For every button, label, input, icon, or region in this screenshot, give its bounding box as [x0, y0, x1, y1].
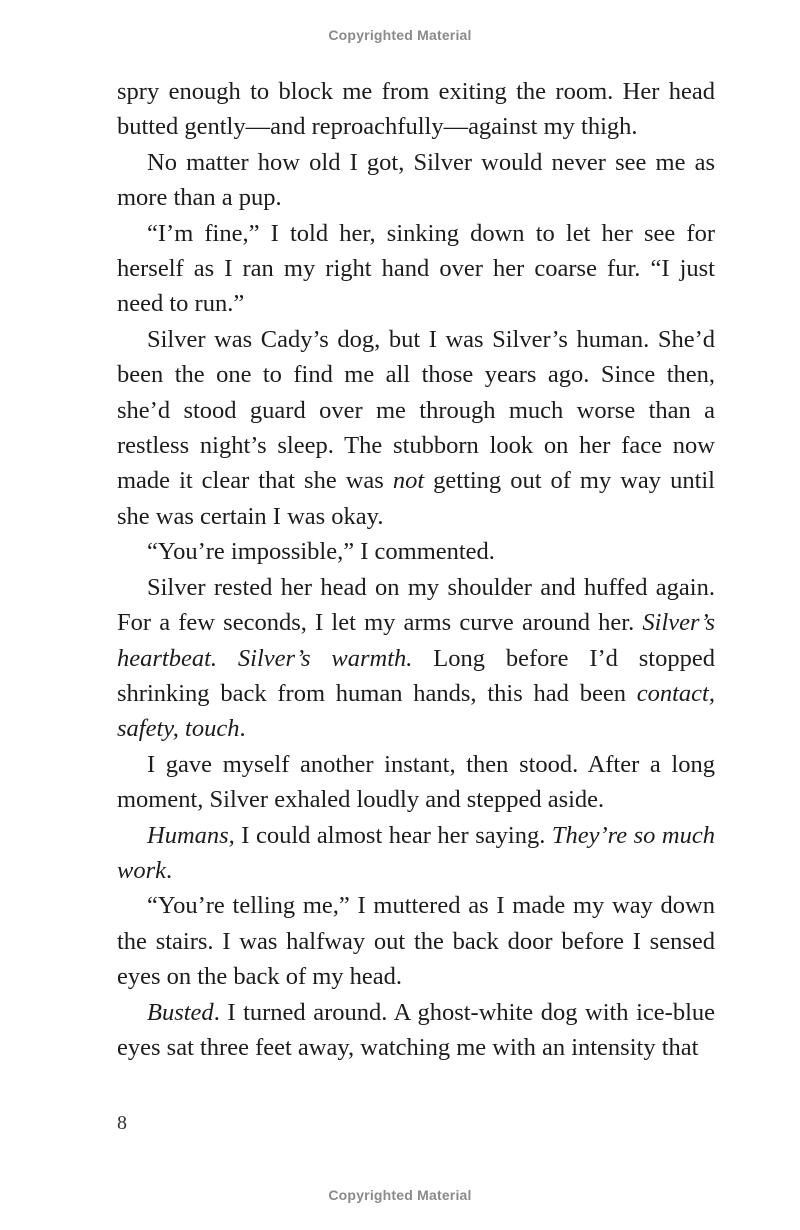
italic-text: contact, safety, touch [117, 679, 715, 743]
text-span: Silver rested her head on my shoulder and huffed again. For a few seconds, I let my arms curve around her. [117, 573, 715, 637]
paragraph [117, 747, 715, 818]
text-span: getting out of my way until she was certain I was okay. [117, 467, 715, 530]
paragraph [117, 74, 715, 145]
italic-text: They’re so much work [117, 821, 716, 884]
paragraph [117, 888, 715, 994]
text-span: . [239, 715, 246, 743]
text-span: Long before I’d stopped shrinking back from human hands, this had been [117, 644, 715, 707]
paragraph [117, 216, 715, 322]
italic-text: not [392, 467, 425, 495]
paragraph [117, 995, 715, 1066]
paragraph [117, 818, 715, 889]
paragraph [117, 322, 715, 534]
copyright-watermark-top: Copyrighted Material [328, 27, 472, 43]
italic-text: Silver’s heartbeat. Silver’s warmth. [117, 609, 715, 672]
text-span: . [166, 856, 173, 884]
copyright-watermark-bottom: Copyrighted Material [328, 1187, 472, 1203]
text-span: Silver was Cady’s dog, but I was Silver’s human. She’d been the one to find me all those years ago. Since then, she’d stood guard over me through much worse than a restless night’s sleep. The stubborn look on her face now made it clear that she was [117, 325, 715, 495]
paragraph [117, 570, 715, 747]
text-span: . I turned around. A ghost-white dog with ice-blue eyes sat three feet away, watching me with an intensity that [117, 998, 715, 1061]
book-page-text [117, 74, 715, 1065]
paragraph [117, 534, 715, 569]
text-span: “You’re impossible,” I commented. [147, 538, 495, 566]
italic-text: Busted [147, 998, 214, 1026]
text-span: “I’m fine,” I told her, sinking down to let her see for herself as I ran my right hand over her coarse fur. “I just need to run.” [117, 219, 715, 318]
text-span: No matter how old I got, Silver would never see me as more than a pup. [117, 148, 715, 212]
text-span: spry enough to block me from exiting the room. Her head butted gently—and reproachfully—against my thigh. [117, 78, 715, 141]
text-span: I could almost hear her saying. [234, 821, 552, 849]
paragraph [117, 145, 715, 216]
text-span: I gave myself another instant, then stood. After a long moment, Silver exhaled loudly and stepped aside. [117, 750, 715, 814]
text-span: “You’re telling me,” I muttered as I made my way down the stairs. I was halfway out the back door before I sensed eyes on the back of my head. [117, 892, 715, 991]
page-number: 8 [117, 1112, 127, 1134]
italic-text: Humans, [147, 821, 235, 849]
